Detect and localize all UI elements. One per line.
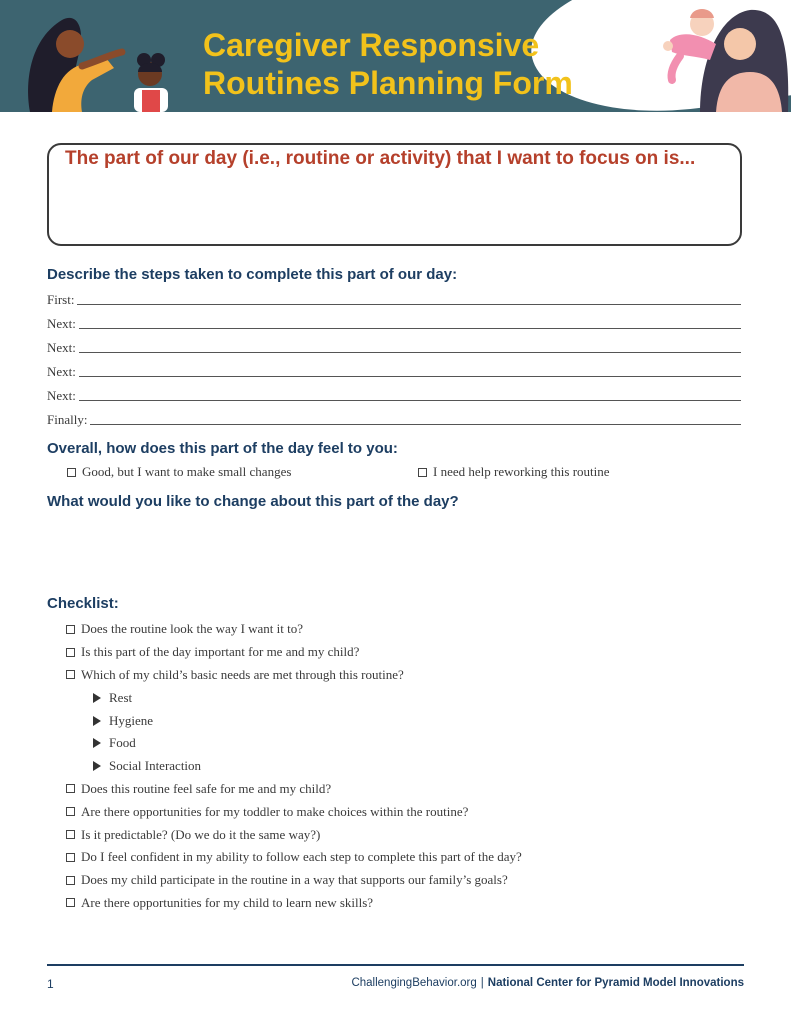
feel-heading: Overall, how does this part of the day feel to you: <box>47 440 398 457</box>
checklist-heading: Checklist: <box>47 595 119 612</box>
step-input-line[interactable] <box>90 424 741 425</box>
need-item <box>66 755 522 778</box>
need-item <box>66 709 522 732</box>
item-label: Are there opportunities for my child to learn new skills? <box>81 894 374 910</box>
need-label: Hygiene <box>109 712 154 728</box>
step-input-line[interactable] <box>77 304 741 305</box>
step-row-next-4[interactable] <box>47 386 741 404</box>
page-number: 1 <box>47 977 54 991</box>
step-row-next-1[interactable] <box>47 314 741 332</box>
change-heading: What would you like to change about this part of the day? <box>47 493 459 510</box>
focus-prompt: The part of our day (i.e., routine or activity) that I want to focus on is... <box>65 148 696 169</box>
need-item <box>66 732 522 755</box>
checkbox[interactable] <box>66 807 75 816</box>
feel-option-small-changes[interactable] <box>67 464 291 480</box>
checkbox[interactable] <box>66 784 75 793</box>
option-label: Good, but I want to make small changes <box>82 464 292 479</box>
focus-routine-box[interactable] <box>47 143 742 246</box>
step-label: Next: <box>47 340 76 355</box>
checkbox[interactable] <box>66 876 75 885</box>
step-label: Finally: <box>47 412 88 427</box>
bullet-arrow-icon <box>93 693 101 703</box>
checklist-item[interactable] <box>66 869 522 892</box>
checkbox[interactable] <box>67 468 76 477</box>
checklist <box>66 618 522 914</box>
need-item <box>66 686 522 709</box>
footer-divider <box>47 964 744 966</box>
checklist-item[interactable] <box>66 664 522 687</box>
item-label: Is it predictable? (Do we do it the same way?) <box>81 826 321 842</box>
mother-baby-illustration <box>630 0 791 112</box>
step-row-next-3[interactable] <box>47 362 741 380</box>
step-input-line[interactable] <box>79 352 741 353</box>
item-label: Do I feel confident in my ability to follow each step to complete this part of the day? <box>81 849 522 865</box>
footer-credit <box>351 977 744 989</box>
checklist-item[interactable] <box>66 618 522 641</box>
steps-heading: Describe the steps taken to complete this part of our day: <box>47 266 458 283</box>
item-label: Does this routine feel safe for me and my child? <box>81 780 332 796</box>
header-banner <box>0 0 791 112</box>
caregiver-hair-illustration <box>22 8 192 112</box>
bullet-arrow-icon <box>93 761 101 771</box>
checklist-item[interactable] <box>66 846 522 869</box>
need-label: Rest <box>109 689 133 705</box>
checkbox[interactable] <box>66 830 75 839</box>
option-label: I need help reworking this routine <box>433 464 610 479</box>
footer-separator: | <box>480 977 484 989</box>
step-label: Next: <box>47 364 76 379</box>
step-input-line[interactable] <box>79 376 741 377</box>
checklist-item[interactable] <box>66 778 522 801</box>
checklist-item[interactable] <box>66 800 522 823</box>
footer-org: National Center for Pyramid Model Innovations <box>487 977 744 989</box>
checklist-item[interactable] <box>66 892 522 915</box>
step-label: First: <box>47 292 75 307</box>
footer-site-link[interactable]: ChallengingBehavior.org <box>351 977 477 989</box>
item-label: Does my child participate in the routine in a way that supports our family’s goals? <box>81 872 508 888</box>
step-label: Next: <box>47 388 76 403</box>
need-label: Food <box>109 735 136 751</box>
step-row-first[interactable] <box>47 290 741 308</box>
bullet-arrow-icon <box>93 738 101 748</box>
checklist-item[interactable] <box>66 641 522 664</box>
checkbox[interactable] <box>66 625 75 634</box>
feel-option-rework[interactable] <box>418 464 610 480</box>
bullet-arrow-icon <box>93 716 101 726</box>
item-label: Does the routine look the way I want it to? <box>81 621 304 637</box>
checklist-item[interactable] <box>66 823 522 846</box>
step-input-line[interactable] <box>79 328 741 329</box>
title-line-2: Routines Planning Form <box>203 65 573 101</box>
item-label: Are there opportunities for my toddler to make choices within the routine? <box>81 803 469 819</box>
item-label: Is this part of the day important for me and my child? <box>81 644 360 660</box>
checkbox[interactable] <box>66 648 75 657</box>
step-input-line[interactable] <box>79 400 741 401</box>
step-row-next-2[interactable] <box>47 338 741 356</box>
checkbox[interactable] <box>66 853 75 862</box>
checkbox[interactable] <box>66 898 75 907</box>
need-label: Social Interaction <box>109 758 202 774</box>
item-label: Which of my child’s basic needs are met through this routine? <box>81 666 404 682</box>
checkbox[interactable] <box>418 468 427 477</box>
step-row-finally[interactable] <box>47 410 741 428</box>
page-title <box>203 26 573 102</box>
title-line-1: Caregiver Responsive <box>203 27 540 63</box>
step-label: Next: <box>47 316 76 331</box>
checkbox[interactable] <box>66 670 75 679</box>
